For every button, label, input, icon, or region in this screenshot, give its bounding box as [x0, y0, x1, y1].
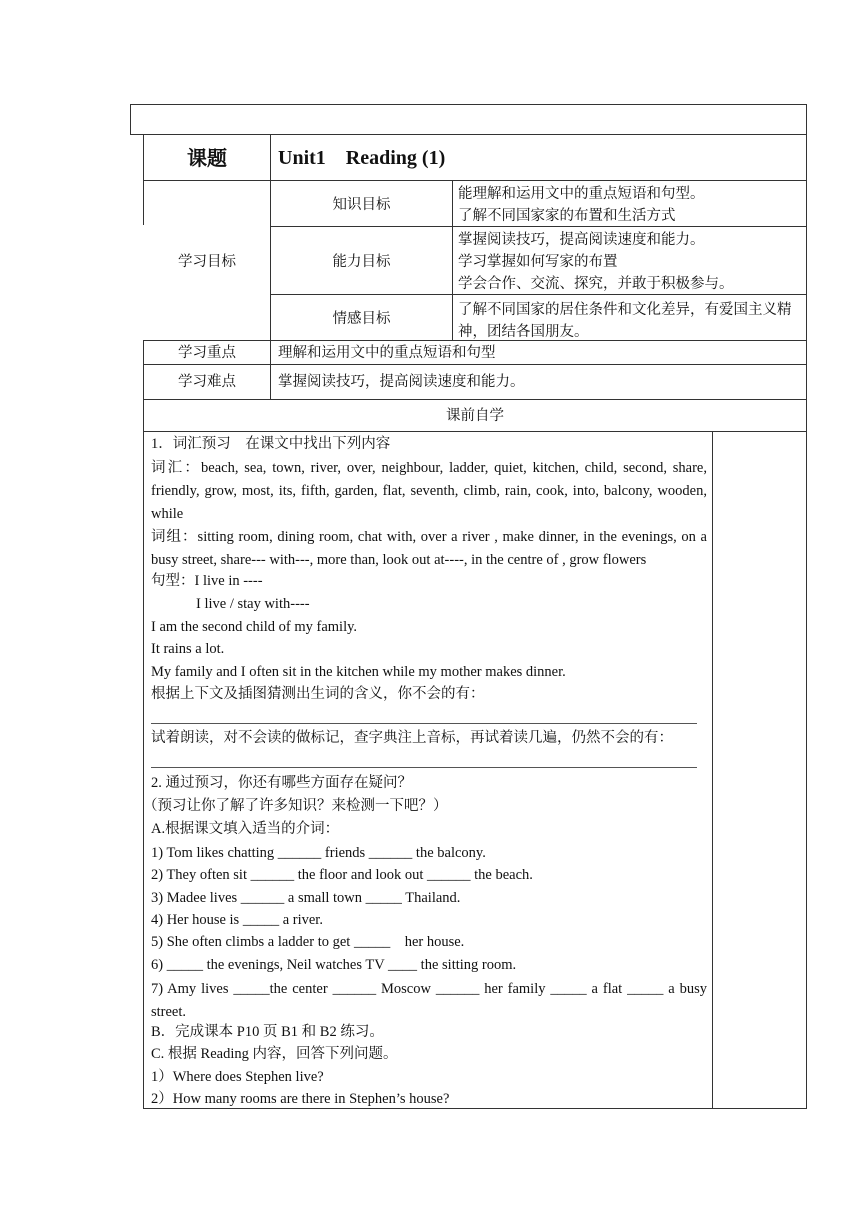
topic-label: 课题 — [187, 146, 227, 170]
objectives-label: 学习目标 — [178, 254, 236, 270]
exercise-c-title: C. 根据 Reading 内容，回答下列问题。 — [151, 1046, 398, 1062]
border — [130, 134, 807, 135]
sentence-pattern: It rains a lot. — [151, 641, 225, 657]
border — [143, 431, 807, 432]
emotion-goal-label: 情感目标 — [332, 311, 391, 327]
phrases-text: 词组：sitting room, dining room, chat with, over a river , make dinner, in the evenings, on a busy street, share--- with---, more than, look out at----, in the centre of , grow flowers — [151, 529, 707, 568]
focus-label: 学习重点 — [178, 345, 236, 361]
exercise-a-item: 7) Amy lives _____the center ______ Moscow ______ her family _____ a flat _____ a busy street. — [151, 981, 707, 1020]
answer-line[interactable] — [151, 767, 697, 768]
question-2-note: （预习让你了解了许多知识？来检测一下吧？） — [143, 798, 448, 814]
focus-value: 理解和运用文中的重点短语和句型 — [278, 345, 496, 361]
exercise-a-item: 6) _____ the evenings, Neil watches TV ____ the sitting room. — [151, 957, 517, 973]
ability-goal-label: 能力目标 — [332, 254, 391, 270]
border — [270, 226, 807, 227]
ability-goal-line: 掌握阅读技巧，提高阅读速度和能力。 — [458, 232, 705, 248]
difficulty-label: 学习难点 — [178, 374, 236, 390]
border — [143, 340, 144, 1109]
sentence-pattern: 句型：I live in ---- — [151, 573, 263, 589]
border — [806, 104, 807, 1109]
body-line: 1．词汇预习 在课文中找出下列内容 — [151, 436, 391, 452]
question-2: 2. 通过预习，你还有哪些方面存在疑问？ — [151, 775, 412, 791]
exercise-c-item: 1）Where does Stephen live? — [151, 1069, 324, 1085]
difficulty-value: 掌握阅读技巧，提高阅读速度和能力。 — [278, 374, 525, 390]
answer-line[interactable] — [151, 723, 697, 724]
guess-prompt: 根据上下文及插图猜测出生词的含义，你不会的有： — [151, 686, 485, 702]
emotion-goal-line: 了解不同国家的居住条件和文化差异，有爱国主义精神，团结各国朋友。 — [458, 302, 792, 340]
vocabulary-text: 词汇：beach, sea, town, river, over, neighbour, ladder, quiet, kitchen, child, second, share, friendly, grow, most, its, fifth, garden, flat, seventh, climb, rain, cook, into, balcony, wooden, while — [151, 460, 707, 522]
border — [130, 104, 807, 105]
exercise-a-item: 3) Madee lives ______ a small town _____ Thailand. — [151, 890, 461, 906]
exercise-c-item: 2）How many rooms are there in Stephen’s house? — [151, 1091, 450, 1107]
ability-goal-line: 学习掌握如何写家的布置 — [458, 254, 618, 270]
exercise-a-item: 5) She often climbs a ladder to get _____ her house. — [151, 934, 465, 950]
ability-goal-line: 学会合作、交流、探究，并敢于积极参与。 — [458, 276, 734, 292]
border — [452, 180, 453, 341]
exercise-a-item: 4) Her house is _____ a river. — [151, 912, 323, 928]
border — [712, 431, 713, 1109]
reading-prompt: 试着朗读，对不会读的做标记，查字典注上音标，再试着读几遍，仍然不会的有： — [151, 730, 673, 746]
border — [130, 104, 131, 135]
border — [143, 399, 807, 400]
border — [143, 364, 807, 365]
topic-value: Unit1 Reading (1) — [278, 147, 446, 169]
sentence-pattern: My family and I often sit in the kitchen while my mother makes dinner. — [151, 664, 566, 680]
knowledge-goal-label: 知识目标 — [332, 197, 391, 213]
section-title: 课前自学 — [446, 408, 504, 424]
knowledge-goal-line: 能理解和运用文中的重点短语和句型。 — [458, 186, 705, 202]
exercise-a-title: A.根据课文填入适当的介词： — [151, 821, 340, 837]
border — [143, 1108, 807, 1109]
knowledge-goal-line: 了解不同国家家的布置和生活方式 — [458, 208, 676, 224]
sentence-pattern: I live / stay with---- — [196, 596, 310, 612]
exercise-b: B．完成课本 P10 页 B1 和 B2 练习。 — [151, 1024, 384, 1040]
sentence-pattern: I am the second child of my family. — [151, 619, 358, 635]
exercise-a-item: 1) Tom likes chatting ______ friends ______ the balcony. — [151, 845, 486, 861]
exercise-a-item: 2) They often sit ______ the floor and look out ______ the beach. — [151, 867, 533, 883]
border — [143, 180, 807, 181]
border — [270, 294, 807, 295]
